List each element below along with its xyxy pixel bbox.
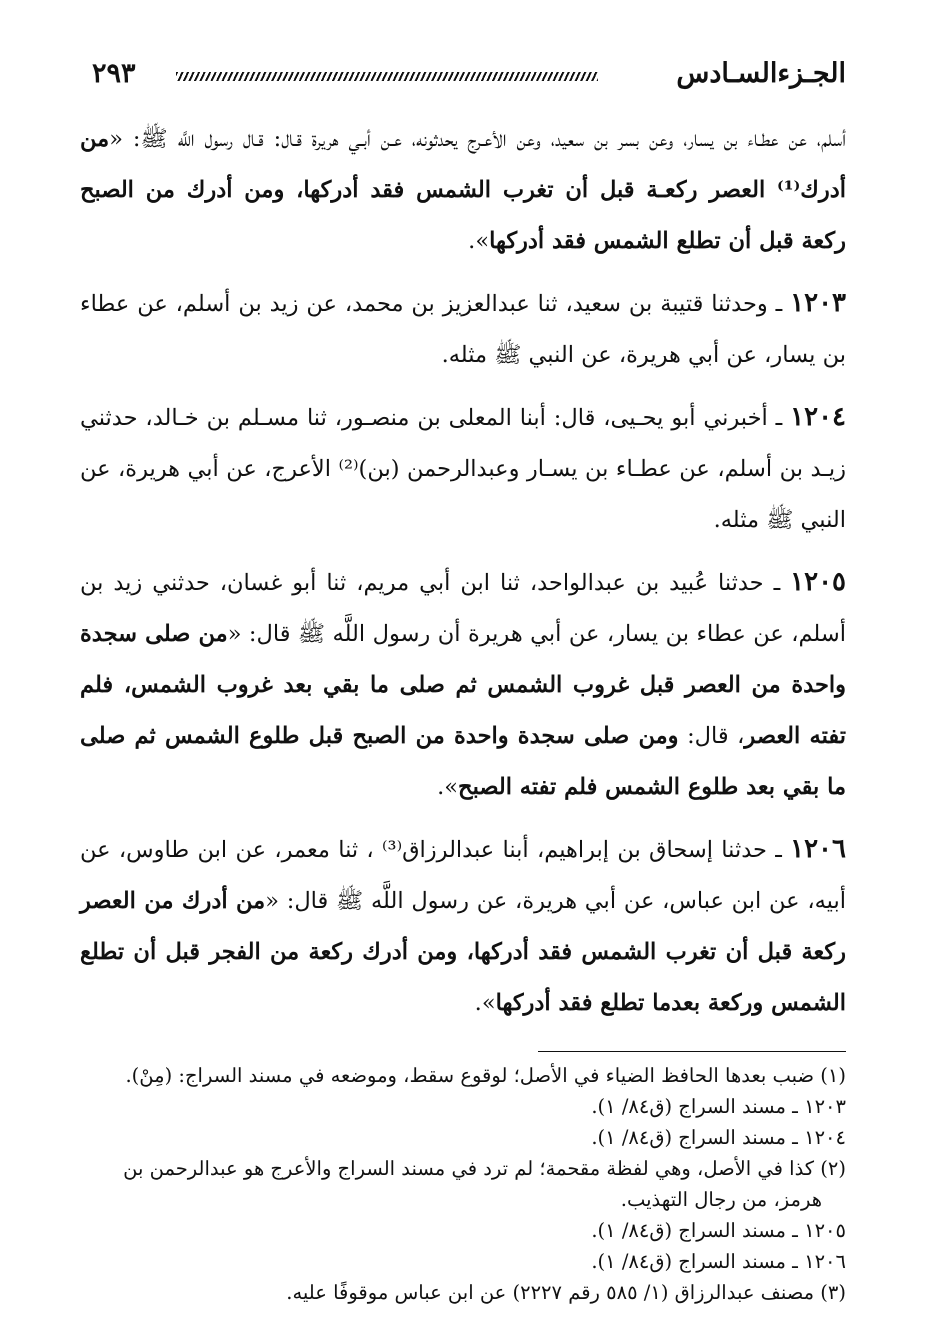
hadith-matn-text: من أدرك من العصر ركعة قبل أن تغرب الشمس فقد أدركها، ومن أدرك ركعة من الفجر قبل أن تطلع الشمس وركعة بعدما تطلع فقد أدركها xyxy=(80,888,846,1016)
hadith-number: ١٢٠٥ xyxy=(790,567,846,597)
header-decorative-rule xyxy=(176,72,598,81)
hadith-paragraph xyxy=(80,114,846,267)
footnote-line: (٣) مصنف عبدالرزاق (١/ ٥٨٥ رقم ٢٢٢٧) عن ابن عباس موقوفًا عليه. xyxy=(286,1281,846,1304)
isnad-text: ، قال: xyxy=(678,723,745,749)
page-number: ٢٩٣ xyxy=(92,58,136,89)
isnad-text: ـ حدثنا إسحاق بن إبراهيم، أبنا عبدالرزاق⁽³⁾ ، ثنا معمر، عن ابن طاوس، عن أبيه، عن ابن عباس، عن أبي هريرة، عن رسول اللَّه ﷺ قال: « xyxy=(80,837,846,914)
footnote-line: ١٢٠٥ ـ مسند السراج (ق٨٤/ ١). xyxy=(591,1219,846,1242)
hadith-number: ١٢٠٤ xyxy=(790,402,846,432)
hadith-paragraph xyxy=(80,557,846,813)
hadith-paragraph xyxy=(80,824,846,1029)
hadith-matn-text: من أدرك⁽¹⁾ العصر ركعـة قبل أن تغرب الشمس فقد أدركها، ومن أدرك من الصبح ركعة قبل أن تطلع الشمس فقد أدركها xyxy=(80,126,846,254)
footnote-line: هرمز، من رجال التهذيب. xyxy=(620,1188,822,1211)
hadith-matn-text: ومن صلى سجدة واحدة من الصبح قبل طلوع الشمس ثم صلى ما بقي بعد طلوع الشمس فلم تفته الصبح xyxy=(80,723,846,800)
hadith-paragraph xyxy=(80,278,846,381)
footnote-line: ١٢٠٣ ـ مسند السراج (ق٨٤/ ١). xyxy=(591,1095,846,1118)
footnote-line: (١) ضبب بعدها الحافظ الضياء في الأصل؛ لوقوع سقط، وموضعه في مسند السراج: (مِنْ). xyxy=(125,1064,846,1087)
hadith-paragraph xyxy=(80,392,846,546)
page-header xyxy=(80,50,846,100)
hadith-number: ١٢٠٣ xyxy=(790,288,846,318)
footnotes xyxy=(80,1060,846,1308)
footnote-line: ١٢٠٦ ـ مسند السراج (ق٨٤/ ١). xyxy=(591,1250,846,1273)
footnote-separator xyxy=(538,1051,846,1052)
isnad-text: أسلم، عن عطـاء بن يسار، وعن بسر بن سعيد، وعن الأعـرج يحدثونه، عـن أبـي هريرة قـال: قـال رسول اللَّه ﷺ: « xyxy=(109,126,846,152)
hadith-matn-text: من صلى سجدة واحدة من العصر قبل غروب الشمس ثم صلى ما بقي بعد غروب الشمس، فلم تفته العصر xyxy=(80,621,846,749)
isnad-text: ». xyxy=(437,774,459,800)
isnad-text: ـ وحدثنا قتيبة بن سعيد، ثنا عبدالعزيز بن محمد، عن زيد بن أسلم، عن عطاء بن يسار، عن أبي هريرة، عن النبي ﷺ مثله. xyxy=(80,291,846,368)
footnote-line: (٢) كذا في الأصل، وهي لفظة مقحمة؛ لم ترد في مسند السراج والأعرج هو عبدالرحمن بن xyxy=(123,1157,846,1180)
isnad-text: ». xyxy=(468,228,490,254)
main-text xyxy=(80,114,846,1029)
running-title: الجـزءالسـادس xyxy=(676,58,846,89)
isnad-text: ـ أخبرني أبو يحـيى، قال: أبنا المعلى بن منصـور، ثنا مسـلم بن خـالد، حدثني زيـد بن أسلم، عن عطـاء بن يسـار وعبدالرحمن (بن)⁽²⁾ الأعرج، عن أبي هريرة، عن النبي ﷺ مثله. xyxy=(80,405,846,533)
isnad-text: ». xyxy=(474,990,496,1016)
hadith-number: ١٢٠٦ xyxy=(790,834,846,864)
footnote-line: ١٢٠٤ ـ مسند السراج (ق٨٤/ ١). xyxy=(591,1126,846,1149)
isnad-text: ـ حدثنا عُبيد بن عبدالواحد، ثنا ابن أبي مريم، ثنا أبو غسان، حدثني زيد بن أسلم، عن عطاء بن يسار، عن أبي هريرة أن رسول اللَّه ﷺ قال: « xyxy=(80,570,846,647)
